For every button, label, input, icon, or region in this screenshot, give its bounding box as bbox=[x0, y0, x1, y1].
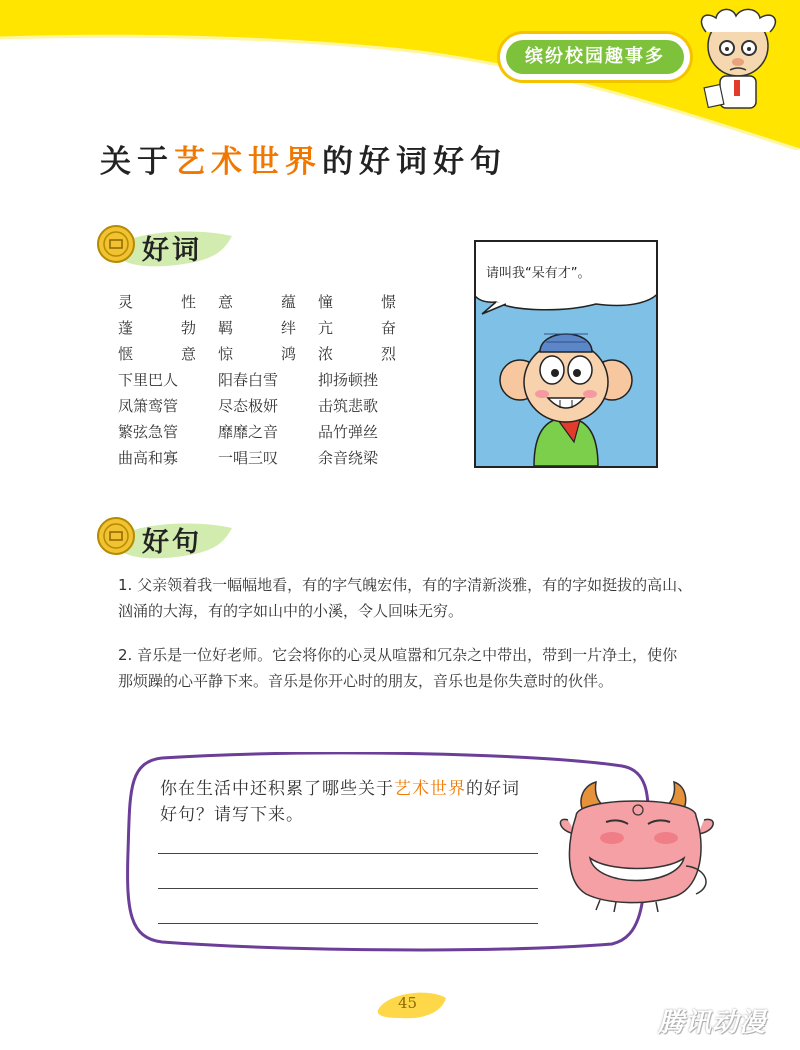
watermark-logo: 腾讯动漫 bbox=[658, 1008, 767, 1038]
word-row bbox=[118, 392, 418, 418]
header-badge bbox=[500, 34, 690, 80]
word-item: 品竹弹丝 bbox=[318, 422, 379, 441]
word-item: 灵 性 bbox=[118, 292, 196, 311]
word-row bbox=[118, 314, 418, 340]
word-item: 曲高和寡 bbox=[118, 448, 179, 467]
word-item: 憧 憬 bbox=[318, 292, 396, 311]
word-row bbox=[118, 340, 418, 366]
sentence-line: 那烦躁的心平静下来。音乐是你开心时的朋友，音乐也是你失意时的伙伴。 bbox=[118, 672, 614, 690]
answer-line[interactable] bbox=[158, 888, 538, 889]
title-suffix: 的好词好句 bbox=[322, 144, 507, 180]
sentence-line: 汹涌的大海，有的字如山中的小溪，令人回味无穷。 bbox=[118, 602, 464, 620]
cow-cartoon-icon bbox=[556, 776, 720, 916]
question-prompt bbox=[160, 776, 560, 828]
word-row bbox=[118, 444, 418, 470]
word-row bbox=[118, 418, 418, 444]
sentence-line: 1. 父亲领着我一幅幅地看，有的字气魄宏伟，有的字清新淡雅，有的字如挺拔的高山、 bbox=[118, 576, 693, 594]
word-item: 繁弦急管 bbox=[118, 422, 179, 441]
title-prefix: 关于 bbox=[100, 144, 174, 180]
word-item: 浓 烈 bbox=[318, 344, 396, 363]
word-item: 意 蕴 bbox=[218, 292, 296, 311]
word-item: 惬 意 bbox=[118, 344, 196, 363]
sentence-item bbox=[118, 572, 718, 624]
word-item: 凤箫鸾管 bbox=[118, 396, 179, 415]
word-item: 一唱三叹 bbox=[218, 448, 279, 467]
word-row bbox=[118, 288, 418, 314]
answer-line[interactable] bbox=[158, 923, 538, 924]
page-number: 45 bbox=[398, 994, 418, 1012]
question-highlight: 艺术世界 bbox=[394, 779, 466, 799]
word-item: 亢 奋 bbox=[318, 318, 396, 337]
word-row bbox=[118, 366, 418, 392]
word-item: 余音绕梁 bbox=[318, 448, 379, 467]
word-item: 蓬 勃 bbox=[118, 318, 196, 337]
good-sentences-heading bbox=[96, 514, 256, 564]
sentence-item bbox=[118, 642, 718, 694]
word-item: 阳春白雪 bbox=[218, 370, 279, 389]
sentence-line: 2. 音乐是一位好老师。它会将你的心灵从喧嚣和冗杂之中带出，带到一片净土，使你 bbox=[118, 646, 678, 664]
word-item: 羁 绊 bbox=[218, 318, 296, 337]
answer-line[interactable] bbox=[158, 853, 538, 854]
word-item: 惊 鸿 bbox=[218, 344, 296, 363]
header-badge-label: 缤纷校园趣事多 bbox=[506, 40, 684, 74]
word-item: 抑扬顿挫 bbox=[318, 370, 379, 389]
good-words-heading bbox=[96, 222, 256, 272]
speech-bubble-text: 请叫我“呆有才”。 bbox=[486, 266, 591, 281]
coin-icon bbox=[96, 516, 136, 556]
good-sentences-title: 好句 bbox=[142, 527, 202, 558]
word-item: 击筑悲歌 bbox=[318, 396, 379, 415]
question-line2: 好句？请写下来。 bbox=[160, 805, 304, 825]
coin-icon bbox=[96, 224, 136, 264]
word-item: 下里巴人 bbox=[118, 370, 179, 389]
word-item: 尽态极妍 bbox=[218, 396, 279, 415]
question-suffix: 的好词 bbox=[466, 779, 520, 799]
good-words-list bbox=[118, 288, 418, 470]
title-highlight: 艺术世界 bbox=[174, 144, 322, 180]
question-prefix: 你在生活中还积累了哪些关于 bbox=[160, 779, 394, 799]
comic-panel bbox=[474, 240, 658, 468]
page-title bbox=[100, 136, 507, 181]
teacher-cartoon-icon bbox=[690, 6, 786, 118]
word-item: 靡靡之音 bbox=[218, 422, 279, 441]
good-words-title: 好词 bbox=[142, 235, 202, 266]
